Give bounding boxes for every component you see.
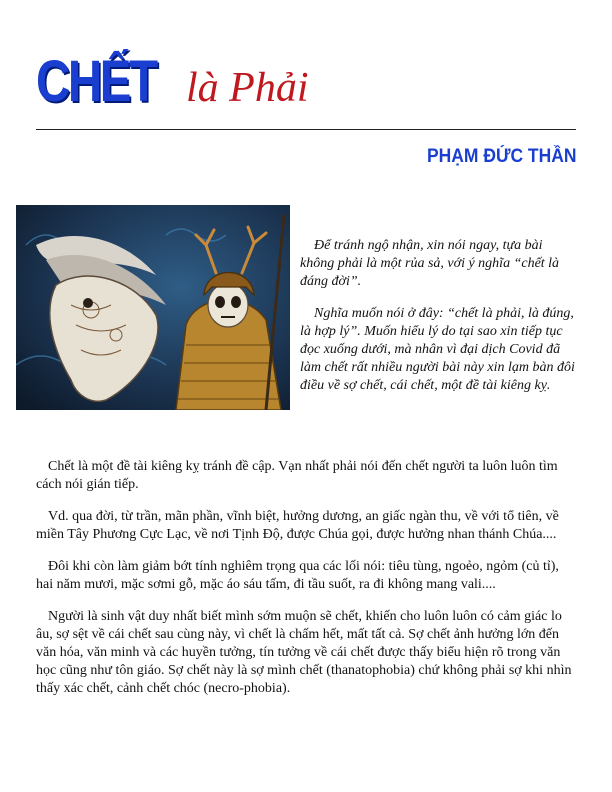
article-title xyxy=(36,50,596,120)
author-name: PHẠM ĐỨC THẦN xyxy=(426,146,576,167)
intro-paragraph-1: Để tránh ngộ nhận, xin nói ngay, tựa bài không phải là một rủa sả, với ý nghĩa “chết là đáng đời”. xyxy=(300,238,560,289)
body-paragraph-1: Chết là một đề tài kiêng kỵ tránh đề cập. Vạn nhất phải nói đến chết người ta luôn luôn tìm cách nói gián tiếp. xyxy=(36,459,558,492)
hero-illustration xyxy=(16,205,290,410)
samurai-skeleton-icon xyxy=(16,205,290,410)
intro-column xyxy=(300,237,576,409)
body-paragraph-2: Vd. qua đời, từ trần, mãn phần, vĩnh biệt, hưởng dương, an giấc ngàn thu, về với tổ tiên, về miền Tây Phương Cực Lạc, về nơi Tịnh Độ, được Chúa gọi, được hưởng nhan thánh Chúa.... xyxy=(36,509,559,542)
header-divider xyxy=(36,129,576,130)
article-body xyxy=(36,458,576,712)
intro-paragraph-2: Nghĩa muốn nói ở đây: “chết là phải, là đúng, là hợp lý”. Muốn hiểu lý do tại sao xin tiếp tục đọc xuống dưới, mà nhân vì đại dịch Covid đã làm chết rất nhiều người bài này xin lạm bàn đôi điều về sợ chết, cái chết, một đề tài kiêng kỵ. xyxy=(300,306,575,393)
title-subtitle: là Phải xyxy=(186,65,309,111)
body-paragraph-4: Người là sinh vật duy nhất biết mình sớm muộn sẽ chết, khiến cho luôn luôn có cảm giác lo âu, sợ sệt về cái chết sau cùng này, vì chết là chấm hết, mất tất cả. Sợ chết ảnh hưởng lớn đến văn hóa, văn minh và các huyền tưởng, tín tưởng về cái chết được thấy biểu hiện rõ trong văn học cũng như tôn giáo. Sợ chết này là sợ mình chết (thanatophobia) chứ không phải sợ khi nhìn thấy xác chết, cảnh chết chóc (necro-phobia). xyxy=(36,609,572,696)
title-main: CHẾT xyxy=(36,49,156,114)
body-paragraph-3: Đôi khi còn làm giảm bớt tính nghiêm trọng qua các lối nói: tiêu tùng, ngoẻo, ngỏm (củ tỉ), hai năm mươi, mặc sơmi gỗ, mặc áo sáu tấm, đi tầu suốt, ra đi không mang vali.... xyxy=(36,559,559,592)
